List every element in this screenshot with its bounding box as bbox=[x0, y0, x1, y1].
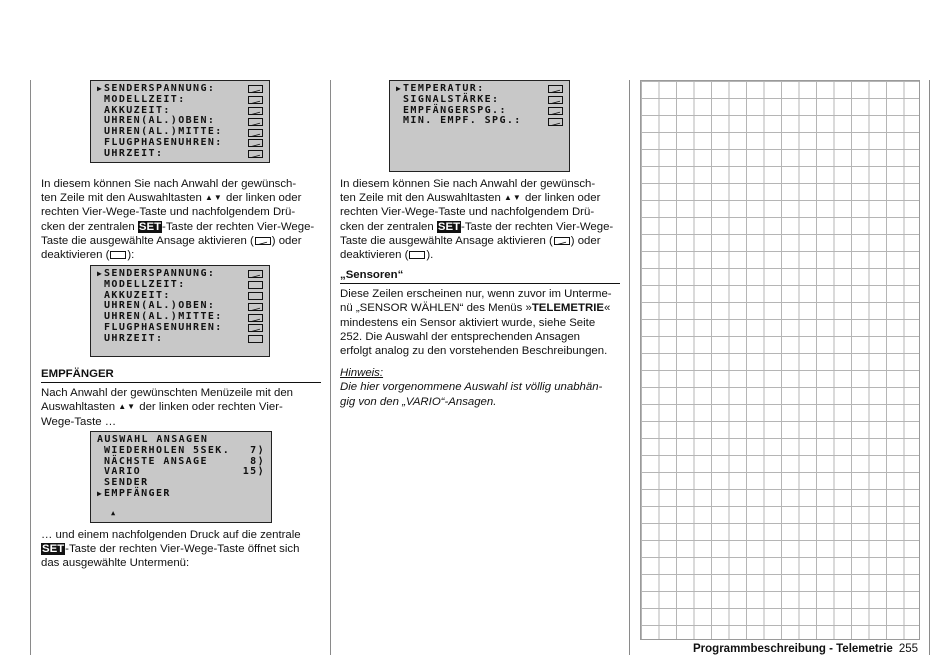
lcd-row-label: FLUGPHASENUHREN: bbox=[104, 136, 223, 148]
lcd-menu-label: WIEDERHOLEN 5SEK. bbox=[104, 444, 231, 456]
paragraph-col1-outro: … und einem nachfolgenden Druck auf die zentrale SET-Taste der rechten Vier-Wege-Taste öffnet sich das ausgewählte Untermenü: bbox=[41, 529, 301, 570]
checkbox-checked-icon bbox=[548, 118, 563, 126]
lcd-row-label: UHREN(AL.)OBEN: bbox=[104, 115, 216, 127]
lcd-row-label: UHREN(AL.)OBEN: bbox=[104, 300, 216, 312]
notes-grid bbox=[640, 80, 920, 640]
page-footer bbox=[693, 643, 918, 655]
lcd-row-label: AKKUZEIT: bbox=[104, 289, 171, 301]
checkbox-checked-icon bbox=[248, 324, 263, 332]
lcd-menu-label: VARIO bbox=[104, 466, 142, 478]
lcd-screen-sensor-announcements bbox=[389, 80, 570, 172]
lcd-row-label: UHRZEIT: bbox=[104, 332, 164, 344]
lcd-row bbox=[97, 95, 263, 106]
lcd-row bbox=[97, 280, 263, 291]
checkbox-checked-icon bbox=[248, 129, 263, 137]
lcd-menu-label: SENDER bbox=[104, 477, 149, 489]
checkbox-unchecked-icon bbox=[248, 335, 263, 343]
checkbox-checked-icon bbox=[248, 314, 263, 322]
page-number: 255 bbox=[898, 643, 918, 655]
section-sensoren: „Sensoren“ Diese Zeilen erscheinen nur, wenn zuvor im Unterme- nü „SENSOR WÄHLEN“ des Menüs »TELEMETRIE« mindestens ein Sensor aktiviert wurde, siehe Seite 252. Die Auswahl der entsprechenden Ansagen erfolgt analog zu den vorstehenden Beschreibungen. Hinweis: Die hier vorgenommene Auswahl ist völlig unabhän- gig von den „VARIO“-Ansagen. bbox=[340, 268, 620, 409]
checkbox-checked-icon bbox=[248, 150, 263, 158]
note-heading: Hinweis: bbox=[340, 367, 384, 380]
checkbox-checked-icon bbox=[248, 107, 263, 115]
cursor-arrow-icon: ▶ bbox=[97, 84, 102, 93]
scroll-up-icon: ▲ bbox=[111, 508, 116, 517]
checkbox-checked-icon bbox=[248, 118, 263, 126]
lcd-row-label: UHREN(AL.)MITTE: bbox=[104, 311, 223, 323]
cursor-arrow-icon: ▶ bbox=[396, 84, 401, 93]
lcd-row-label: UHREN(AL.)MITTE: bbox=[104, 126, 223, 138]
section-empfaenger: EMPFÄNGER Nach Anwahl der gewünschten Menüzeile mit den Auswahltasten ▲▼ der linken oder rechten Vier- Wege-Taste … bbox=[41, 367, 321, 429]
checkbox-unchecked-icon bbox=[248, 292, 263, 300]
lcd-menu-row bbox=[97, 446, 265, 457]
set-key-label: SET bbox=[437, 220, 461, 233]
lcd-screen-announcements-1 bbox=[90, 80, 270, 163]
select-arrows-icon: ▲▼ bbox=[118, 402, 137, 412]
lcd-row-label: UHRZEIT: bbox=[104, 147, 164, 159]
set-key-label: SET bbox=[42, 543, 65, 556]
right-column-rule bbox=[629, 80, 630, 655]
lcd-row bbox=[396, 95, 563, 106]
lcd-row bbox=[396, 116, 563, 127]
left-margin-rule bbox=[30, 80, 31, 655]
lcd-menu-label: EMPFÄNGER bbox=[104, 487, 171, 499]
lcd-menu-value: 8⟩ bbox=[250, 455, 265, 467]
checkbox-unchecked-icon bbox=[110, 251, 126, 259]
checkbox-checked-icon bbox=[548, 85, 563, 93]
section-heading-sensoren: „Sensoren“ bbox=[340, 268, 620, 284]
section-heading-empfaenger: EMPFÄNGER bbox=[41, 367, 321, 383]
lcd-row-label: MIN. EMPF. SPG.: bbox=[403, 115, 522, 127]
lcd-row-label: MODELLZEIT: bbox=[104, 278, 186, 290]
lcd-menu-value: 15⟩ bbox=[242, 466, 265, 478]
right-margin-rule bbox=[929, 80, 930, 655]
checkbox-checked-icon bbox=[548, 107, 563, 115]
lcd-row-label: FLUGPHASENUHREN: bbox=[104, 321, 223, 333]
paragraph-col2-intro: In diesem können Sie nach Anwahl der gewünsch- ten Zeile mit den Auswahltasten ▲▼ der linken oder rechten Vier-Wege-Taste und nachfolgendem Drü- cken der zentralen SET-Taste der rechten Vier-Wege- Taste die ausgewählte Ansage aktivieren ( ) oder deaktivieren ( ). bbox=[340, 178, 614, 262]
lcd-row-label: MODELLZEIT: bbox=[104, 93, 186, 105]
cursor-arrow-icon: ▶ bbox=[97, 488, 102, 498]
lcd-screen-announcements-2 bbox=[90, 265, 270, 357]
lcd-row-label: SENDERSPANNUNG: bbox=[104, 268, 216, 279]
checkbox-checked-icon bbox=[554, 237, 570, 245]
checkbox-unchecked-icon bbox=[409, 251, 425, 259]
set-key-label: SET bbox=[138, 220, 162, 233]
checkbox-checked-icon bbox=[255, 237, 271, 245]
lcd-menu-label: NÄCHSTE ANSAGE bbox=[104, 455, 208, 467]
checkbox-checked-icon bbox=[248, 139, 263, 147]
lcd-menu-row bbox=[97, 489, 265, 500]
checkbox-checked-icon bbox=[248, 85, 263, 93]
lcd-row-label: TEMPERATUR: bbox=[403, 83, 485, 94]
select-arrows-icon: ▲▼ bbox=[504, 193, 522, 203]
checkbox-checked-icon bbox=[248, 96, 263, 104]
paragraph-col1-intro: In diesem können Sie nach Anwahl der gewünsch- ten Zeile mit den Auswahltasten ▲▼ der linken oder rechten Vier-Wege-Taste und nachfolgendem Drü- cken der zentralen SET-Taste der rechten Vier-Wege- Taste die ausgewählte Ansage aktivieren ( ) oder deaktivieren ( ): bbox=[41, 178, 315, 262]
lcd-row-label: SENDERSPANNUNG: bbox=[104, 83, 216, 94]
checkbox-unchecked-icon bbox=[248, 281, 263, 289]
lcd-screen-auswahl-ansagen bbox=[90, 431, 272, 523]
checkbox-checked-icon bbox=[548, 96, 563, 104]
lcd-row-label: EMPFÄNGERSPG.: bbox=[403, 104, 507, 116]
checkbox-checked-icon bbox=[248, 270, 263, 278]
lcd-menu-value: 7⟩ bbox=[250, 444, 265, 456]
footer-title: Programmbeschreibung - Telemetrie bbox=[693, 643, 893, 655]
cursor-arrow-icon: ▶ bbox=[97, 269, 102, 278]
lcd-row-label: AKKUZEIT: bbox=[104, 104, 171, 116]
checkbox-checked-icon bbox=[248, 303, 263, 311]
lcd-row-label: SIGNALSTÄRKE: bbox=[403, 93, 500, 105]
lcd-row bbox=[97, 334, 263, 345]
lcd-row bbox=[97, 149, 263, 160]
center-column-rule bbox=[330, 80, 331, 655]
lcd-title: AUSWAHL ANSAGEN bbox=[97, 434, 209, 445]
select-arrows-icon: ▲▼ bbox=[205, 193, 223, 203]
